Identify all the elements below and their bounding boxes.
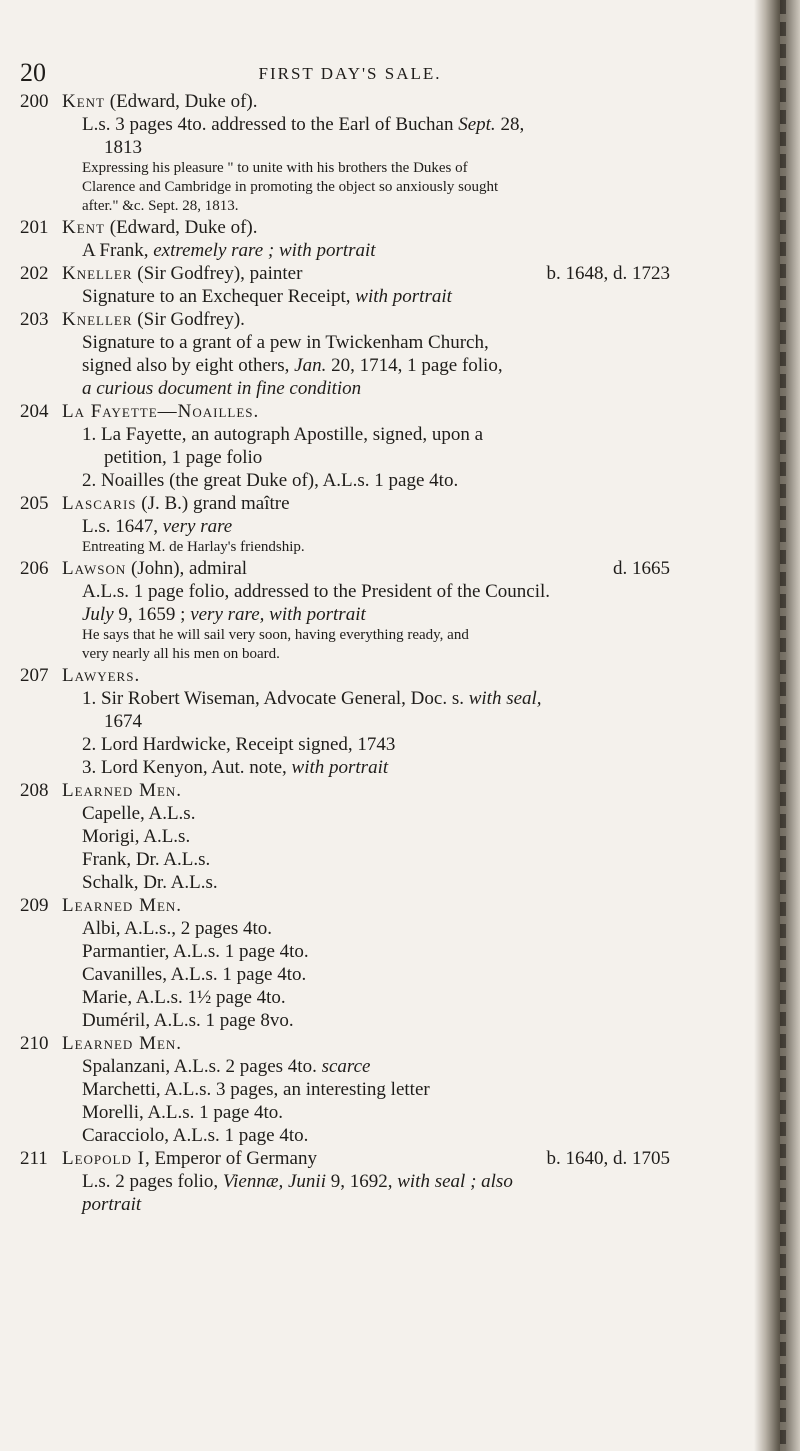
lot-heading — [62, 1147, 317, 1170]
lot-number: 205 — [20, 493, 49, 514]
description-emphasis: with seal ; also — [397, 1171, 513, 1192]
lot-number: 203 — [20, 309, 49, 330]
lot-heading-detail: (J. B.) grand maître — [136, 493, 290, 514]
description-text: 3. Lord Kenyon, Aut. note, — [82, 757, 292, 778]
lot-heading-line — [0, 1032, 760, 1055]
lot-description-line — [0, 423, 760, 446]
lot-description — [104, 446, 262, 469]
lot-description — [82, 825, 190, 848]
lot-heading-detail: , Emperor of Germany — [144, 1148, 317, 1169]
running-title: FIRST DAY'S SALE. — [258, 64, 442, 83]
lot-entry — [0, 216, 760, 262]
lot-description — [82, 871, 218, 894]
lot-heading — [62, 262, 302, 285]
lot-description-line — [0, 986, 760, 1009]
description-text: Signature to an Exchequer Receipt, — [82, 286, 356, 307]
lot-description — [104, 136, 142, 159]
lot-heading-line — [0, 308, 760, 331]
lot-description-line — [0, 848, 760, 871]
lot-dates: b. 1648, d. 1723 — [546, 263, 670, 284]
description-text: L.s. 1647, — [82, 516, 163, 537]
lot-heading — [62, 308, 245, 331]
lot-note: after." &c. Sept. 28, 1813. — [82, 198, 239, 214]
lot-number: 202 — [20, 263, 49, 284]
description-text: Morelli, A.L.s. 1 page 4to. — [82, 1102, 284, 1123]
lot-description-line — [0, 825, 760, 848]
lot-note-line — [0, 645, 760, 664]
lot-description — [82, 377, 361, 400]
lot-heading-detail: (John), admiral — [126, 558, 248, 579]
lot-heading-detail: (Edward, Duke of). — [105, 217, 258, 238]
lot-description — [82, 1078, 430, 1101]
description-text: Albi, A.L.s., 2 pages 4to. — [82, 918, 272, 939]
lot-description-line — [0, 917, 760, 940]
lot-description — [82, 1101, 283, 1124]
lot-description — [82, 331, 489, 354]
description-text: Spalanzani, A.L.s. 2 pages 4to. — [82, 1056, 322, 1077]
lot-number: 200 — [20, 91, 49, 112]
description-text: Duméril, A.L.s. 1 page 8vo. — [82, 1010, 294, 1031]
lot-description-line — [0, 940, 760, 963]
description-text: Schalk, Dr. A.L.s. — [82, 872, 218, 893]
lot-description-line — [0, 710, 760, 733]
description-text: petition, 1 page folio — [104, 447, 263, 468]
lot-description — [82, 515, 232, 538]
lot-note-line — [0, 178, 760, 197]
lot-note: Expressing his pleasure " to unite with his brothers the Dukes of — [82, 160, 468, 176]
lot-note: Entreating M. de Harlay's friendship. — [82, 539, 305, 555]
lot-description-line — [0, 580, 760, 603]
description-emphasis: scarce — [321, 1056, 371, 1077]
lot-entry — [0, 400, 760, 492]
lot-heading — [62, 90, 257, 113]
lot-description-line — [0, 1101, 760, 1124]
lot-description — [82, 848, 210, 871]
lot-description — [82, 239, 376, 262]
lot-description — [82, 603, 366, 626]
description-text: Morigi, A.L.s. — [82, 826, 191, 847]
lot-heading — [62, 400, 259, 423]
description-text: A Frank, — [82, 240, 154, 261]
lot-entry — [0, 1032, 760, 1147]
description-text: L.s. 3 pages 4to. addressed to the Earl of Buchan — [82, 114, 459, 135]
lot-heading-detail: (Sir Godfrey), painter — [132, 263, 303, 284]
lot-number: 211 — [20, 1148, 48, 1169]
lot-heading-line — [0, 664, 760, 687]
lot-description-line — [0, 963, 760, 986]
lot-dates: b. 1640, d. 1705 — [546, 1148, 670, 1169]
lot-number: 209 — [20, 895, 49, 916]
lot-note: He says that he will sail very soon, having everything ready, and — [82, 627, 469, 643]
lot-description-line — [0, 603, 760, 626]
lot-name: Kent — [62, 91, 105, 112]
description-emphasis: Jan. — [294, 355, 327, 376]
description-text: 1. Sir Robert Wiseman, Advocate General, Doc. s. — [82, 688, 469, 709]
lot-description — [82, 1193, 141, 1216]
lot-entry — [0, 308, 760, 400]
lot-description-line — [0, 871, 760, 894]
description-emphasis: a curious document in fine condition — [82, 378, 362, 399]
lot-description-line — [0, 113, 760, 136]
lot-description-line — [0, 687, 760, 710]
description-text: L.s. 2 pages folio, — [82, 1171, 223, 1192]
lot-note-line — [0, 626, 760, 645]
description-text: Marie, A.L.s. 1½ page 4to. — [82, 987, 286, 1008]
lot-description-line — [0, 1170, 760, 1193]
description-emphasis: portrait — [82, 1194, 142, 1215]
lot-entry — [0, 90, 760, 216]
description-text: 2. Lord Hardwicke, Receipt signed, 1743 — [82, 734, 396, 755]
lot-description-line — [0, 1078, 760, 1101]
lot-entry — [0, 262, 760, 308]
lot-heading-detail: (Edward, Duke of). — [105, 91, 258, 112]
description-emphasis: Viennæ, Junii — [222, 1171, 326, 1192]
lot-description-line — [0, 1193, 760, 1216]
lot-description — [82, 1055, 370, 1078]
lot-heading — [62, 492, 290, 515]
lot-description — [82, 687, 542, 710]
description-emphasis: with seal, — [468, 688, 542, 709]
lot-number: 206 — [20, 558, 49, 579]
description-emphasis: with portrait — [291, 757, 389, 778]
description-text: Signature to a grant of a pew in Twickenham Church, — [82, 332, 489, 353]
description-emphasis: with portrait — [355, 286, 452, 307]
lot-name: Lawson — [62, 558, 127, 579]
lot-entry — [0, 894, 760, 1032]
lot-heading-detail: (Sir Godfrey). — [132, 309, 245, 330]
lot-description-line — [0, 802, 760, 825]
lot-heading — [62, 1032, 182, 1055]
lot-heading — [62, 557, 247, 580]
lot-name: Learned Men. — [62, 780, 183, 801]
lot-heading-line — [0, 90, 760, 113]
description-emphasis: extremely rare ; with portrait — [153, 240, 376, 261]
lot-description — [104, 710, 142, 733]
lot-description-line — [0, 377, 760, 400]
lot-description-line — [0, 1055, 760, 1078]
page-number: 20 — [20, 58, 46, 87]
description-text: 9, 1659 ; — [113, 604, 191, 625]
lot-number: 201 — [20, 217, 49, 238]
lot-description — [82, 580, 550, 603]
lot-heading-line — [0, 492, 760, 515]
lot-heading-line — [0, 216, 760, 239]
lot-number: 210 — [20, 1033, 49, 1054]
lot-entry — [0, 779, 760, 894]
lot-number: 207 — [20, 665, 49, 686]
page-header — [0, 58, 760, 88]
description-emphasis: July — [82, 604, 114, 625]
description-text: 20, 1714, 1 page folio, — [326, 355, 503, 376]
lot-entry — [0, 1147, 760, 1216]
lot-description — [82, 733, 395, 756]
lot-entry — [0, 557, 760, 664]
lot-description — [82, 1009, 294, 1032]
description-text: 1813 — [104, 137, 142, 158]
description-text: 28, — [495, 114, 525, 135]
lot-description-line — [0, 239, 760, 262]
lot-description — [82, 113, 524, 136]
description-text: Caracciolo, A.L.s. 1 page 4to. — [82, 1125, 309, 1146]
lot-description — [82, 469, 458, 492]
lot-note: Clarence and Cambridge in promoting the object so anxiously sought — [82, 179, 499, 195]
lot-note-line — [0, 538, 760, 557]
description-text: A.L.s. 1 page folio, addressed to the President of the Council. — [82, 581, 551, 602]
lot-name: Kneller — [62, 309, 133, 330]
lot-heading-line — [0, 400, 760, 423]
lot-description-line — [0, 1009, 760, 1032]
lot-entry — [0, 492, 760, 557]
lot-description-line — [0, 354, 760, 377]
lot-description — [82, 802, 195, 825]
lot-description-line — [0, 331, 760, 354]
lot-heading — [62, 216, 257, 239]
lot-description-line — [0, 756, 760, 779]
lot-description — [82, 354, 503, 377]
lot-number: 208 — [20, 780, 49, 801]
lot-description-line — [0, 1124, 760, 1147]
description-text: 1. La Fayette, an autograph Apostille, signed, upon a — [82, 424, 484, 445]
description-text: Marchetti, A.L.s. 3 pages, an interesting letter — [82, 1079, 430, 1100]
lot-name: Leopold I — [62, 1148, 145, 1169]
lot-description-line — [0, 136, 760, 159]
lot-description — [82, 756, 388, 779]
lot-note: very nearly all his men on board. — [82, 646, 280, 662]
description-text: 2. Noailles (the great Duke of), A.L.s. 1 page 4to. — [82, 470, 459, 491]
lot-name: Kneller — [62, 263, 133, 284]
lot-entry — [0, 664, 760, 779]
lot-name: Lawyers. — [62, 665, 141, 686]
description-emphasis: very rare, with portrait — [190, 604, 366, 625]
lot-heading-line — [0, 1147, 760, 1170]
lot-description — [82, 423, 483, 446]
lot-dates: d. 1665 — [613, 558, 670, 579]
lot-description — [82, 963, 306, 986]
lot-name: Lascaris — [62, 493, 137, 514]
lot-description-line — [0, 469, 760, 492]
description-text: Frank, Dr. A.L.s. — [82, 849, 211, 870]
description-text: Capelle, A.L.s. — [82, 803, 196, 824]
lot-description — [82, 1170, 513, 1193]
lot-heading — [62, 779, 182, 802]
lot-description — [82, 940, 309, 963]
lot-number: 204 — [20, 401, 49, 422]
description-text: signed also by eight others, — [82, 355, 295, 376]
lot-heading-line — [0, 779, 760, 802]
lot-description-line — [0, 285, 760, 308]
lot-name: Learned Men. — [62, 1033, 183, 1054]
lot-description — [82, 285, 452, 308]
description-text: Cavanilles, A.L.s. 1 page 4to. — [82, 964, 307, 985]
lot-description-line — [0, 733, 760, 756]
lot-list — [0, 90, 760, 1216]
description-text: 1674 — [104, 711, 142, 732]
description-emphasis: very rare — [162, 516, 233, 537]
page-edge-shadow — [754, 0, 800, 1451]
description-emphasis: Sept. — [458, 114, 496, 135]
lot-description — [82, 917, 272, 940]
lot-name: Kent — [62, 217, 105, 238]
lot-description — [82, 1124, 308, 1147]
lot-name: La Fayette—Noailles. — [62, 401, 260, 422]
lot-name: Learned Men. — [62, 895, 183, 916]
lot-note-line — [0, 197, 760, 216]
lot-heading-line — [0, 262, 760, 285]
lot-description-line — [0, 515, 760, 538]
lot-heading-line — [0, 557, 760, 580]
description-text: 9, 1692, — [325, 1171, 398, 1192]
description-text: Parmantier, A.L.s. 1 page 4to. — [82, 941, 309, 962]
lot-description-line — [0, 446, 760, 469]
lot-description — [82, 986, 286, 1009]
lot-heading-line — [0, 894, 760, 917]
lot-heading — [62, 664, 140, 687]
lot-heading — [62, 894, 182, 917]
lot-note-line — [0, 159, 760, 178]
